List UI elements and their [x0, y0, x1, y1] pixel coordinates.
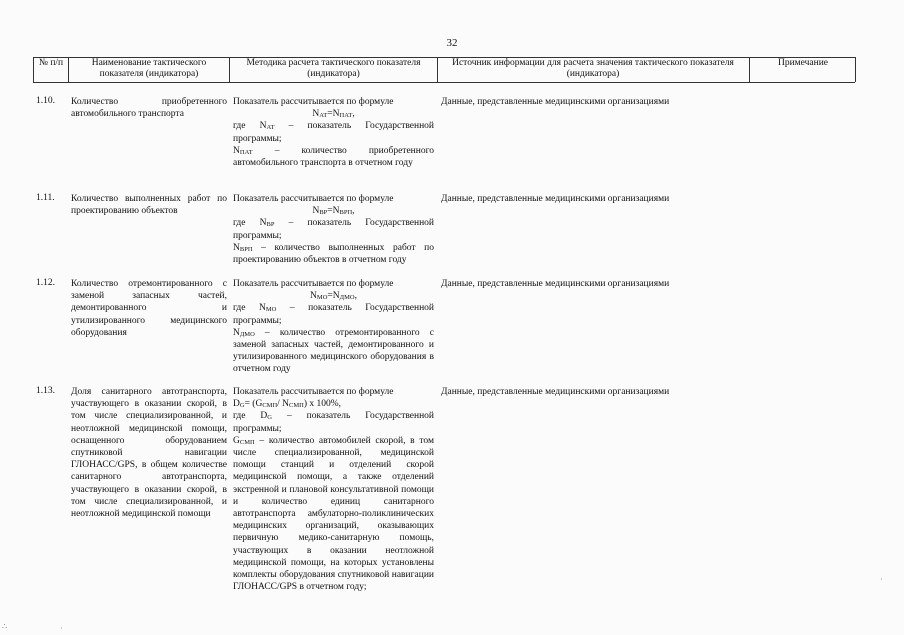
- header-divider: [855, 57, 856, 82]
- row-number: 1.12.: [36, 278, 55, 288]
- method-intro: Показатель рассчитывается по формуле: [233, 387, 394, 397]
- header-divider: [229, 57, 230, 82]
- source-cell: Данные, представленные медицинскими организациями: [441, 194, 670, 204]
- method-def-1: где $N_{ВР}$ – показатель Государственной программы;: [233, 218, 434, 241]
- scan-mark: ∴: [2, 622, 8, 631]
- indicator-name: Количество выполненных работ по проектированию объектов: [71, 194, 227, 217]
- header-name: Наименование тактического показателя (индикатора): [91, 58, 207, 79]
- method-intro: Показатель рассчитывается по формуле: [233, 194, 394, 204]
- header-divider: [749, 57, 750, 82]
- method-cell: [233, 278, 434, 376]
- method-cell: [233, 193, 434, 266]
- row-number: 1.11.: [36, 193, 55, 203]
- page-number: 32: [446, 37, 458, 49]
- row-number: 1.13.: [36, 386, 55, 396]
- method-formula: $N_{АТ}=N_{ПАТ}$,: [312, 109, 355, 120]
- indicator-name: Количество отремонтированного с заменой запасных частей, демонтированного и утилизированного медицинского оборудования: [71, 279, 227, 338]
- header-num: № п/п: [38, 58, 64, 68]
- scan-mark: ·: [880, 575, 883, 584]
- method-formula: $D_G= (G_{СМП}/$ $N_{СМП}$) x 100%,: [233, 399, 342, 410]
- method-def-1: где $N_{АТ}$ – показатель Государственной программы;: [233, 121, 435, 144]
- method-def-2: $G_{СМП}$ – количество автомобилей скорой, в том числе специализированной, медицинской помощи станций и отделений скорой медицинской помощи, а также отделений экстренной и плановой консультативной помощи и количество единиц санитарного автотранспорта амбулаторно-поликлинических медицинских организаций, оказывающих первичную медико-санитарную помощь, участвующих в оказании неотложной медицинской помощи, на которых установлены комплекты оборудования спутниковой навигации ГЛОНАСС/GPS в отчетном году;: [233, 435, 434, 593]
- method-def-2: $N_{ДМО}$ – количество отремонтированного с заменой запасных частей, демонтированного и утилизированного медицинского оборудования в отчетном году: [233, 327, 434, 375]
- method-formula: $N_{ВР}=N_{ВРП}$,: [312, 206, 355, 217]
- method-intro: Показатель рассчитывается по формуле: [233, 97, 394, 107]
- method-def-1: где $N_{МО}$ – показатель Государственной программы;: [233, 303, 434, 326]
- method-formula: $N_{МО}=N_{ДМО}$,: [310, 291, 357, 302]
- row-number: 1.10.: [36, 96, 55, 106]
- method-def-1: где $D_G$ – показатель Государственной программы;: [233, 411, 434, 434]
- method-def-2: $N_{ПАТ}$ – количество приобретенного автомобильного транспорта в отчетном году: [233, 145, 434, 169]
- header-source: Источник информации для расчета значения тактического показателя (индикатора): [452, 58, 734, 79]
- source-cell: Данные, представленные медицинскими организациями: [441, 387, 670, 397]
- source-cell: Данные, представленные медицинскими организациями: [441, 279, 670, 289]
- method-cell: [233, 96, 434, 169]
- header-method: Методика расчета тактического показателя (индикатора): [246, 58, 421, 79]
- header-divider: [437, 57, 438, 82]
- method-cell: [233, 386, 434, 593]
- source-cell: Данные, представленные медицинскими организациями: [441, 97, 670, 107]
- indicator-name: Количество приобретенного автомобильного транспорта: [71, 97, 227, 120]
- indicator-name: Доля санитарного автотранспорта, участвующего в оказании скорой, в том числе специализированной, и неотложной медицинской помощи, оснащенного оборудованием спутниковой навигации ГЛОНАСС/GPS, в общем количестве санитарного автотранспорта, участвующего в оказании скорой, в том числе специализированной, и неотложной медицинской помощи: [71, 387, 227, 520]
- method-intro: Показатель рассчитывается по формуле: [233, 279, 394, 289]
- header-note: Примечание: [777, 58, 829, 68]
- scan-mark: ·: [60, 624, 63, 633]
- header-divider: [68, 57, 69, 82]
- method-def-2: $N_{ВРП}$ – количество выполненных работ по проектированию объектов в отчетном году: [233, 242, 434, 266]
